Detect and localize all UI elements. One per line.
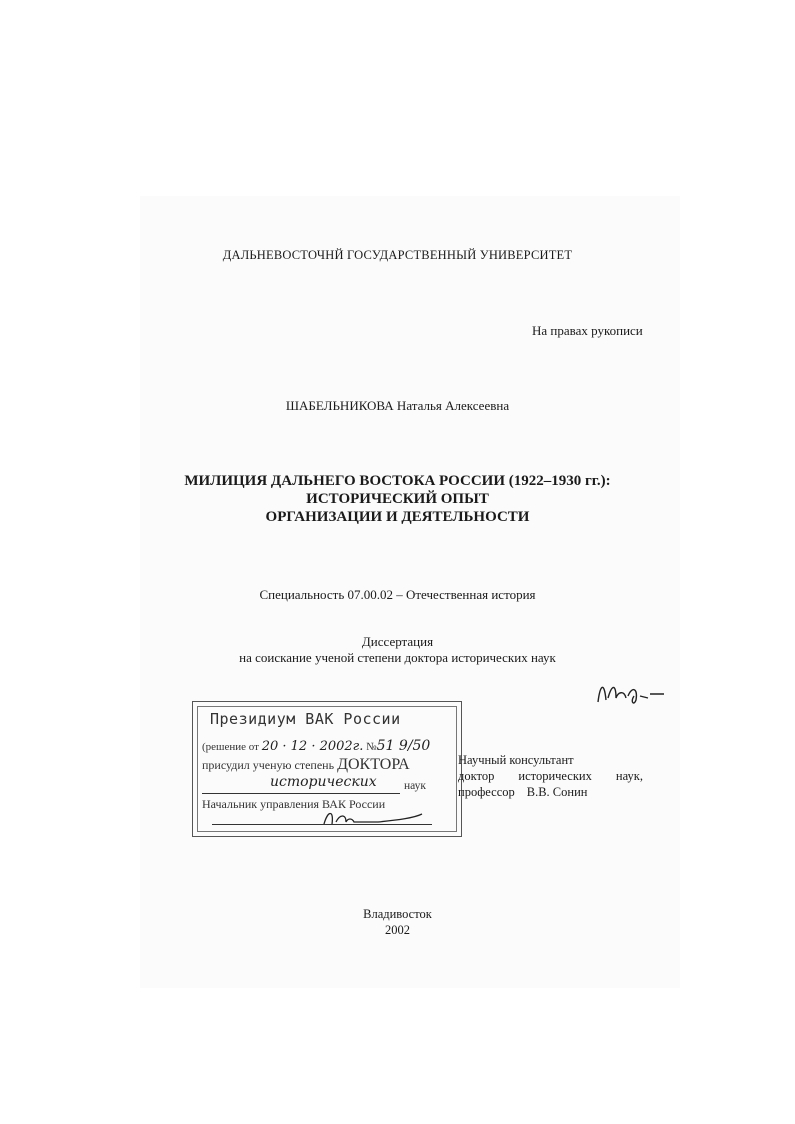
stamp-decision — [202, 738, 430, 754]
stamp-field-suffix: наук — [404, 780, 427, 792]
scientific-consultant — [458, 752, 643, 800]
consultant-degree-part: исторических — [518, 769, 592, 783]
author-signature — [594, 672, 666, 712]
university-name: ДАЛЬНЕВОСТОЧНЙ ГОСУДАРСТВЕННЫЙ УНИВЕРСИТЕТ — [222, 248, 573, 262]
consultant-degree-part: доктор — [458, 769, 495, 783]
consultant-label: Научный консультант — [458, 753, 574, 767]
stamp-decision-date: 20 · 12 · 2002г. — [261, 739, 364, 754]
dissertation-title — [0, 472, 795, 526]
consultant-degree — [458, 768, 643, 784]
stamp-decision-num-prefix: № — [366, 741, 377, 753]
consultant-name-row — [458, 784, 643, 800]
stamp-awarded-prefix: присудил ученую степень — [202, 758, 335, 772]
stamp-decision-prefix: (решение от — [202, 741, 259, 753]
title-line-1: МИЛИЦИЯ ДАЛЬНЕГО ВОСТОКА РОССИИ (1922–1930 гг.): — [184, 473, 611, 489]
stamp-degree: ДОКТОРА — [337, 756, 410, 773]
year: 2002 — [385, 923, 410, 937]
stamp-chief: Начальник управления ВАК России — [202, 797, 386, 811]
dissertation-purpose: на соискание ученой степени доктора исторических наук — [239, 650, 556, 665]
dissertation-info — [0, 634, 795, 666]
stamp-field-line — [202, 793, 400, 794]
title-line-2: ИСТОРИЧЕСКИЙ ОПЫТ — [306, 491, 489, 507]
title-line-3: ОРГАНИЗАЦИИ И ДЕЯТЕЛЬНОСТИ — [265, 509, 530, 525]
consultant-degree-part: наук, — [615, 769, 643, 783]
stamp-field-handwritten: исторических — [270, 774, 377, 790]
stamp-header: Президиум ВАК России — [210, 710, 401, 728]
author-name: ШАБЕЛЬНИКОВА Наталья Алексеевна — [285, 398, 510, 413]
consultant-title: профессор — [458, 785, 515, 799]
rights-note: На правах рукописи — [532, 323, 643, 338]
stamp-signature — [318, 806, 428, 832]
dissertation-label: Диссертация — [361, 634, 434, 649]
stamp-awarded — [202, 756, 410, 774]
stamp-decision-number: 51 9/50 — [376, 738, 431, 754]
consultant-name: В.В. Сонин — [526, 785, 588, 799]
city: Владивосток — [363, 907, 432, 921]
specialty: Специальность 07.00.02 – Отечественная история — [259, 587, 536, 602]
place-and-year — [0, 906, 795, 938]
